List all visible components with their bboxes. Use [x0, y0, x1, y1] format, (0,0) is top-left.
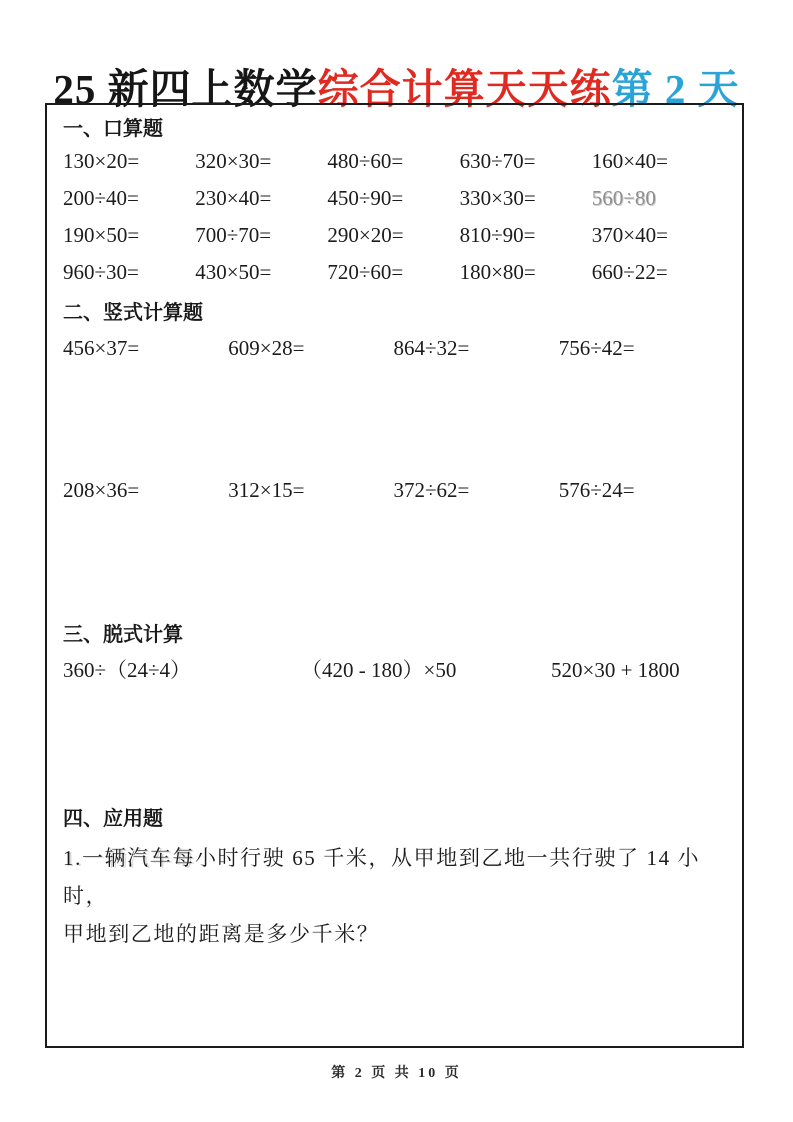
problem-item: 330×30= [459, 186, 536, 210]
problem-item: 180×80= [459, 260, 536, 284]
word-problem-line1-rest: 小时行驶 65 千米，从甲地到乙地一共行驶了 14 小时， [63, 846, 701, 908]
problem-item: 208×36= [63, 478, 140, 502]
problem-item: 200÷40= [63, 186, 139, 210]
problem-item: 960÷30= [63, 260, 139, 284]
oral-problems-grid [63, 143, 724, 291]
section-title-word: 四、应用题 [63, 808, 163, 830]
word-problem-text [63, 839, 724, 953]
problem-item: 230×40= [195, 186, 272, 210]
problem-item: 370×40= [591, 223, 668, 247]
problem-item-faded: 560÷80 [591, 186, 656, 210]
word-problem-line2: 甲地到乙地的距离是多少千米？ [63, 922, 380, 946]
problem-item: 756÷42= [558, 336, 635, 360]
vertical-row-2 [63, 475, 724, 505]
problem-item: 700÷70= [195, 223, 272, 247]
problem-item: 160×40= [591, 149, 668, 173]
problem-item: 430×50= [195, 260, 272, 284]
problem-item: 190×50= [63, 223, 140, 247]
section-title-oral: 一、口算题 [63, 118, 163, 140]
page-footer: 第 2 页 共 10 页 [331, 1066, 462, 1081]
problem-item: 630÷70= [459, 149, 536, 173]
section-title-stepwise: 三、脱式计算 [63, 624, 183, 646]
problem-item: 864÷32= [393, 336, 470, 360]
problem-item: 312×15= [228, 478, 305, 502]
problem-item: 360÷（24÷4） [63, 658, 192, 682]
title-part-blue: 第 2 天 [611, 66, 740, 113]
word-problem-line1-start: 1.一辆汽车每 [63, 846, 195, 870]
problem-item: 480÷60= [327, 149, 404, 173]
problem-item: 290×20= [327, 223, 404, 247]
problem-item: 320×30= [195, 149, 272, 173]
vertical-row-1 [63, 333, 724, 363]
problem-item: （420 - 180）×50 [301, 658, 457, 682]
problem-item: 609×28= [228, 336, 305, 360]
problem-item: 450÷90= [327, 186, 404, 210]
title-part-red: 综合计算天天练 [317, 66, 612, 113]
problem-item: 130×20= [63, 149, 140, 173]
problem-item: 456×37= [63, 336, 140, 360]
title-part-black: 25 新四上数学 [53, 66, 318, 113]
problem-item: 660÷22= [591, 260, 668, 284]
problem-item: 810÷90= [459, 223, 536, 247]
problem-item: 372÷62= [393, 478, 470, 502]
problem-item: 576÷24= [558, 478, 635, 502]
problem-item: 720÷60= [327, 260, 404, 284]
problem-item: 520×30 + 1800 [551, 658, 680, 682]
section-title-vertical: 二、竖式计算题 [63, 302, 203, 324]
worksheet-border-box [45, 103, 744, 1048]
stepwise-problems-row [63, 653, 724, 687]
